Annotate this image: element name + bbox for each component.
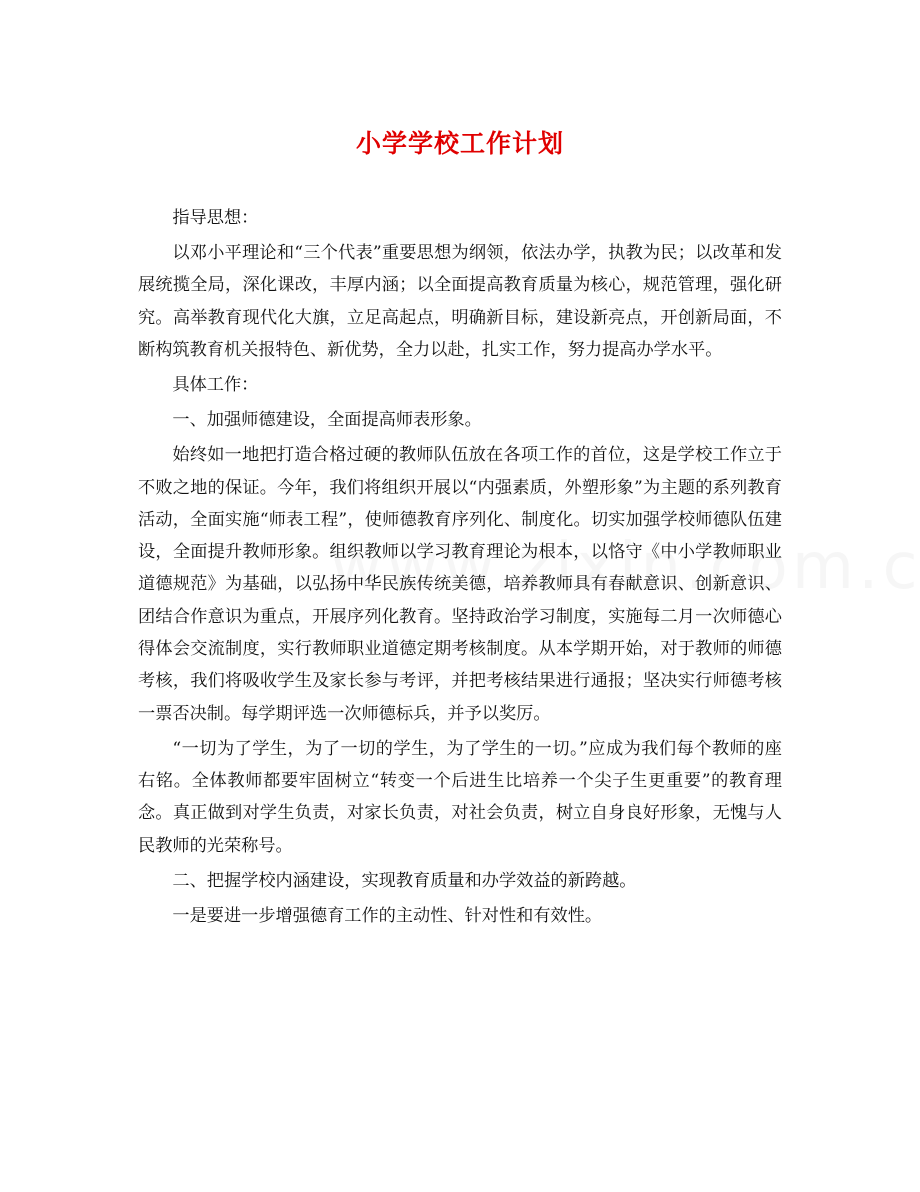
paragraph-guiding-heading: 指导思想：: [172, 208, 259, 228]
document-title: 小学学校工作计划: [355, 129, 564, 158]
paragraph-teacher-ethics: 始终如一地把打造合格过硬的教师队伍放在各项工作的首位，这是学校工作立于不败之地的保证。今年，我们将组织开展以“内强素质，外塑形象”为主题的系列教育活动，全面实施“师表工程”，使师德教育序列化、制度化。切实加强学校师德队伍建设，全面提升教师形象。组织教师以学习教育理论为根本，以恪守《中小学教师职业道德规范》为基础，以弘扬中华民族传统美德，培养教师具有春献意识、创新意识、团结合作意识为重点，开展序列化教育。坚持政治学习制度，实施每二月一次师德心得体会交流制度，实行教师职业道德定期考核制度。从本学期开始，对于教师的师德考核，我们将吸收学生及家长参与考评，并把考核结果进行通报；坚决实行师德考核一票否决制。每学期评选一次师德标兵，并予以奖厉。: [138, 445, 782, 724]
document-body: [138, 202, 782, 935]
paragraph-point-one: 一是要进一步增强德育工作的主动性、针对性和有效性。: [172, 905, 603, 926]
paragraph-section-two-heading: 二、把握学校内涵建设，实现教育质量和办学效益的新跨越。: [172, 870, 637, 891]
paragraph-section-one-heading: 一、加强师德建设，全面提高师表形象。: [172, 410, 482, 431]
paragraph-guiding-thought: 以邓小平理论和“三个代表”重要思想为纲领，依法办学，执教为民；以改革和发展统揽全局，深化课改，丰厚内涵；以全面提高教育质量为核心，规范管理，强化研究。高举教育现代化大旗，立足高起点，明确新目标，建设新亮点，开创新局面，不断构筑教育机关报特色、新优势，全力以赴，扎实工作，努力提高办学水平。: [138, 243, 782, 360]
paragraph-motto: “一切为了学生，为了一切的学生，为了学生的一切。”应成为我们每个教师的座右铭。全体教师都要牢固树立“转变一个后进生比培养一个尖子生更重要”的教育理念。真正做到对学生负责，对家长负责，对社会负责，树立自身良好形象，无愧与人民教师的光荣称号。: [138, 738, 782, 856]
paragraph-specific-heading: 具体工作：: [172, 375, 259, 396]
